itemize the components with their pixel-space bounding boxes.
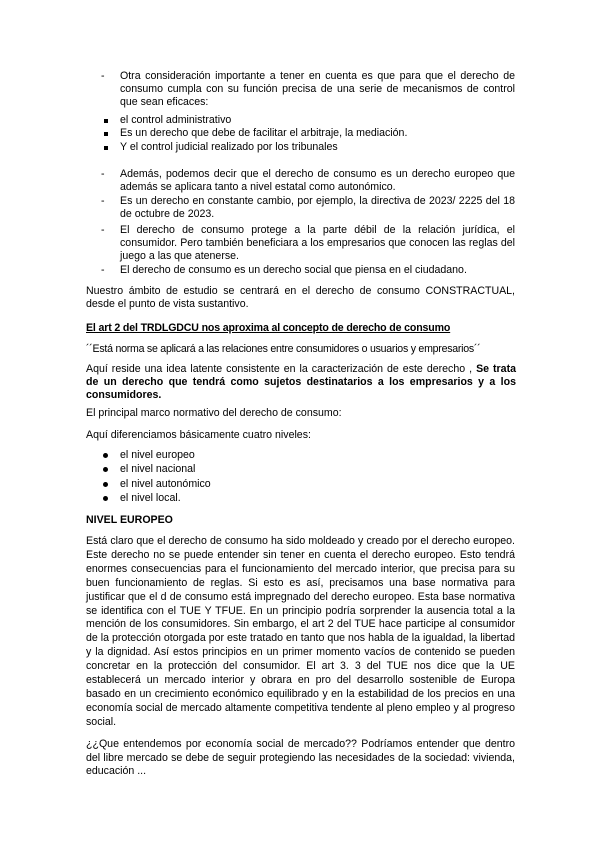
square-bullet-icon [104, 119, 108, 123]
latent-idea-text: Aquí reside una idea latente consistente en la caracterización de este derecho , [86, 363, 477, 375]
list-item-text: Y el control judicial realizado por los tribunales [120, 141, 338, 153]
list-item-text: el nivel nacional [120, 463, 196, 475]
bullet-dot-icon [103, 467, 108, 472]
nivel-europeo-heading: NIVEL EUROPEO [86, 514, 173, 526]
list-item-text: El derecho de consumo protege a la parte débil de la relación jurídica, el consumidor. Pero también beneficiara a los empresarios que conocen las reglas del juego a las que atenerse. [120, 224, 515, 263]
latent-idea-paragraph [86, 363, 516, 403]
list-item-text: el control administrativo [120, 114, 232, 126]
dash-marker: - [101, 70, 105, 82]
closing-paragraph: ¿¿Que entendemos por economía social de mercado?? Podríamos entender que dentro del libre mercado se debe de seguir protegiendo las necesidades de la sociedad: vivienda, educación ... [86, 738, 515, 777]
scope-paragraph: Nuestro ámbito de estudio se centrará en el derecho de consumo CONSTRACTUAL, desde el punto de vista sustantivo. [86, 285, 515, 311]
dash-marker: - [101, 195, 105, 207]
bullet-dot-icon [103, 496, 108, 501]
list-item-text: Otra consideración importante a tener en cuenta es que para que el derecho de consumo cumpla con su función precisa de una serie de mecanismos de control que sean eficaces: [120, 70, 515, 109]
square-bullet-icon [104, 146, 108, 150]
nivel-europeo-paragraph: Está claro que el derecho de consumo ha sido moldeado y creado por el derecho europeo. Este derecho no se puede entender sin tener en cuenta el derecho europeo. Esto tendrá enormes consecuencias para el funcionamiento del mercado interior, que precisa para su buen funcionamiento de reglas. Si esto es así, precisamos una base normativa para justificar que el d de consumo está impregnado del derecho europeo. Esta base normativa se identifica con el TUE Y TFUE. En un principio podría sorprender la ausencia total a la mención de los consumidores. Sin embargo, el art 2 del TUE hace participe al consumidor de la protección otorgada por este tratado en tanto que nos habla de la igualdad, la libertad y la dignidad. Así estos principios en un primer momento vacíos de contenido se pueden concretar en la protección del consumidor. El art 3. 3 del TUE nos dice que la UE establecerá un mercado interior y obrara en pro del desarrollo sostenible de Europa basado en un crecimiento económico equilibrado y en la estabilidad de los precios en una economía social de mercado altamente competitiva tendente al pleno empleo y al progreso social. [86, 535, 515, 728]
art2-quote: ´´Está norma se aplicará a las relaciones entre consumidores o usuarios y empresarios´´ [86, 343, 481, 355]
latent-idea-bold-text: Se trata de un derecho que tendrá como sujetos destinatarios a los empresarios y a los consumidores. [86, 363, 516, 402]
bullet-dot-icon [103, 453, 108, 458]
bullet-dot-icon [103, 482, 108, 487]
levels-intro: Aquí diferenciamos básicamente cuatro niveles: [86, 429, 311, 441]
art2-heading: El art 2 del TRDLGDCU nos aproxima al concepto de derecho de consumo [86, 322, 451, 334]
dash-marker: - [101, 168, 105, 180]
list-item-text: Es un derecho que debe de facilitar el arbitraje, la mediación. [120, 127, 408, 139]
list-item-text: Además, podemos decir que el derecho de consumo es un derecho europeo que además se aplicara tanto a nivel estatal como autonómico. [120, 168, 515, 194]
framework-line: El principal marco normativo del derecho de consumo: [86, 407, 342, 419]
dash-marker: - [101, 264, 105, 276]
dash-marker: - [101, 224, 105, 236]
square-bullet-icon [104, 132, 108, 136]
list-item-text: el nivel autonómico [120, 478, 211, 490]
list-item-text: Es un derecho en constante cambio, por ejemplo, la directiva de 2023/ 2225 del 18 de octubre de 2023. [120, 195, 515, 221]
list-item-text: el nivel local. [120, 492, 181, 504]
list-item-text: el nivel europeo [120, 449, 195, 461]
list-item-text: El derecho de consumo es un derecho social que piensa en el ciudadano. [120, 264, 467, 276]
